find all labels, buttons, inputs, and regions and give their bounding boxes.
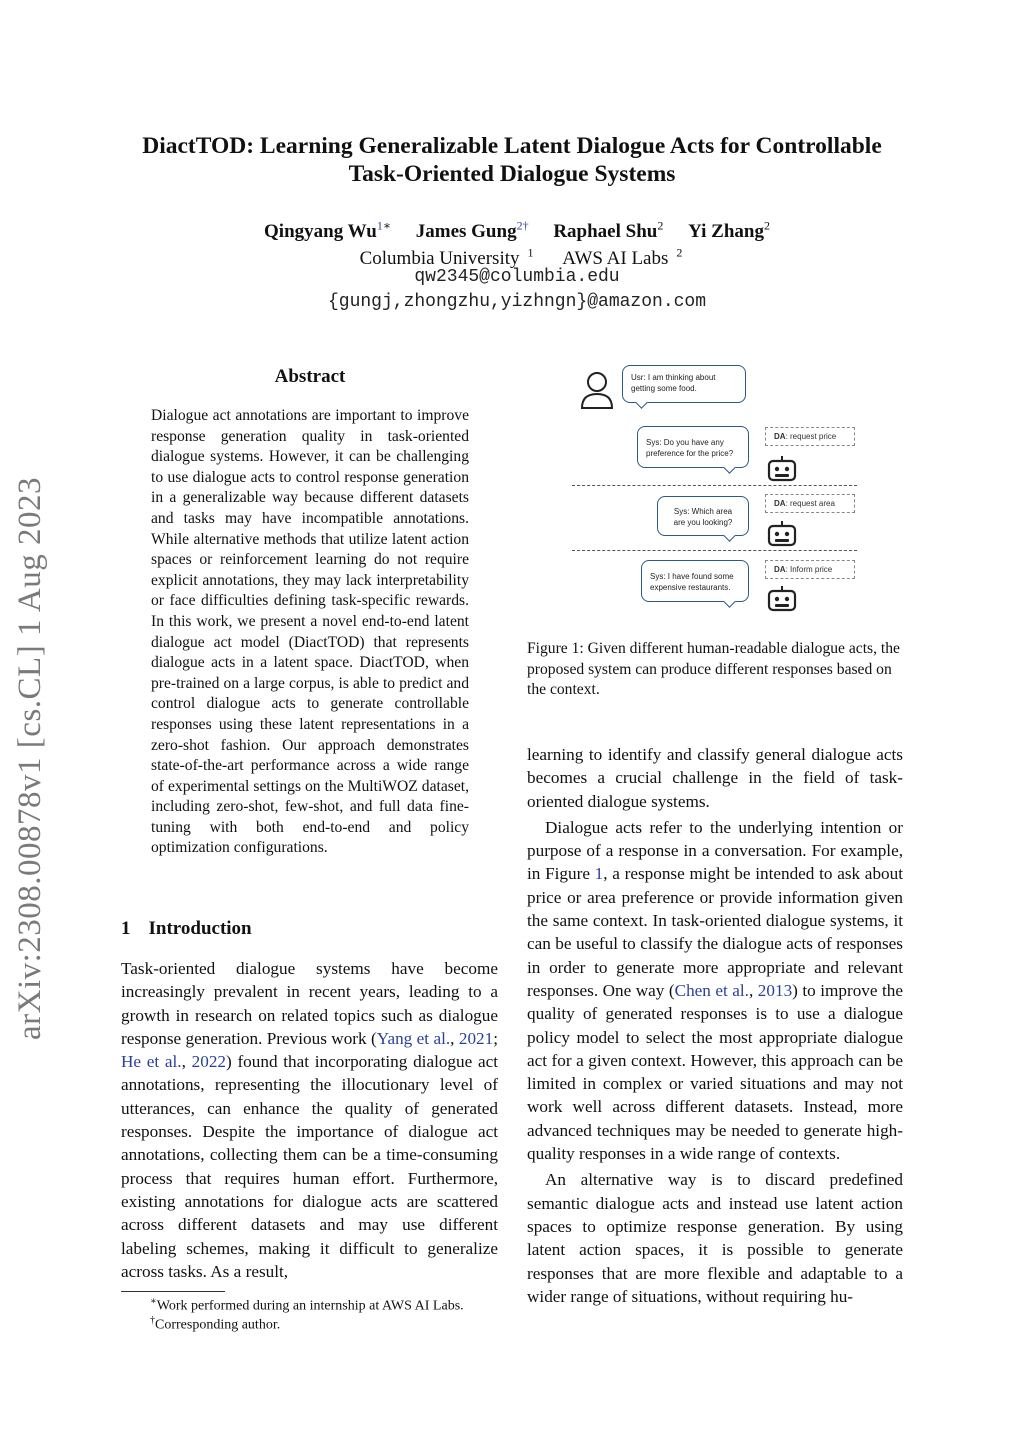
figure-1-dialogue-diagram: [570, 360, 870, 620]
robot-icon: [767, 586, 797, 612]
affiliation: AWS AI Labs $^2$: [562, 246, 683, 270]
citation-link[interactable]: Chen et al.: [674, 980, 749, 1000]
user-icon: [580, 370, 614, 410]
email-columbia: qw2345@columbia.edu: [414, 267, 620, 287]
citation-link[interactable]: 2013: [757, 980, 793, 1000]
dashed-separator: [572, 550, 857, 551]
system-response-bubble: Sys: Do you have any preference for the price?: [637, 426, 749, 468]
robot-icon: [767, 521, 797, 547]
citation-link[interactable]: 2021: [458, 1028, 494, 1048]
dialogue-act-label: DA: request area: [765, 494, 855, 513]
email-amazon: {gungj,zhongzhu,yizhngn}@amazon.com: [327, 292, 707, 312]
author-list: [100, 214, 934, 244]
footnote-1: ∗Work performed during an internship at AWS AI Labs.: [150, 1296, 464, 1314]
author: Raphael Shu$^2$: [553, 219, 664, 243]
section-heading-introduction: 1 Introduction: [121, 918, 252, 939]
title-line-1: DiactTOD: Learning Generalizable Latent Dialogue Acts for Controllable: [142, 133, 882, 159]
author: Yi Zhang$^2$: [688, 219, 770, 243]
citation-link[interactable]: Yang et al.: [376, 1028, 451, 1048]
citation-link[interactable]: 2022: [191, 1052, 226, 1072]
abstract-heading: Abstract: [274, 366, 346, 387]
body-paragraph: Dialogue acts refer to the underlying intention or purpose of a response in a conversation. For example, in Figure 1, a response might be intended to ask about price or area preference or provide information given the same context. In task-oriented dialogue systems, it can be useful to classify the dialogue acts of responses in order to generate more appropriate and relevant responses. One way (Chen et al., 2013) to improve the quality of generated responses is to use a dialogue policy model to select the most appropriate dialogue act for a given context. However, this approach can be limited in complex or varied situations and may not work well across different datasets. Instead, more advanced techniques may be needed to generate high-quality responses in a wide range of contexts.: [527, 817, 904, 1164]
user-utterance-bubble: Usr: I am thinking about getting some food.: [622, 365, 746, 403]
footnote-2: †Corresponding author.: [150, 1315, 281, 1333]
paper-title: [100, 132, 924, 188]
dashed-separator: [572, 485, 857, 486]
author: Qingyang $Wu^{1∗}$: [264, 219, 391, 243]
footnote-rule: [121, 1291, 225, 1292]
citation-link[interactable]: He et al.: [121, 1052, 182, 1072]
dialogue-act-label: DA: Inform price: [765, 560, 855, 579]
system-response-bubble: Sys: Which area are you looking?: [657, 496, 749, 536]
abstract-text: Dialogue act annotations are important to improve response generation quality in task-oriented dialogue systems. However, it can be challenging to use dialogue acts to control response generation in a generalizable way because different datasets and tasks may have incompatible annotations. While alternative methods that utilize latent action spaces or reinforcement learning do not require explicit annotations, they may lack interpretability or face difficulties defining task-specific rewards. In this work, we present a novel end-to-end latent dialogue act model (DiactTOD) that represents dialogue acts in a latent space. DiactTOD, when pre-trained on a large corpus, is able to predict and control dialogue acts to generate controllable responses using these latent representations in a zero-shot fashion. Our approach demonstrates state-of-the-art performance across a wide range of experimental settings on the MultiWOZ dataset, including zero-shot, few-shot, and full data fine-tuning with both end-to-end and policy optimization configurations.: [151, 407, 469, 857]
right-column-body: [527, 743, 903, 1308]
robot-icon: [767, 456, 797, 482]
introduction-paragraph: Task-oriented dialogue systems have become increasingly prevalent in recent years, leading to a growth in research on related topics such as dialogue response generation. Previous work (Yang et al., 2021; He et al., 2022) found that incorporating dialogue act annotations, representing the illocutionary level of utterances, can enhance the quality of generated responses. Despite the importance of dialogue act annotations, collecting them can be a time-consuming process that requires human effort. Furthermore, existing annotations for dialogue acts are scattered across different datasets and may use different labeling schemes, making it difficult to generalize across tasks. As a result,: [121, 959, 499, 1281]
title-line-2: Task-Oriented Dialogue Systems: [348, 161, 676, 187]
dialogue-act-label: DA: request price: [765, 427, 855, 446]
body-paragraph: An alternative way is to discard predefined semantic dialogue acts and instead use latent action spaces to optimize response generation. By using latent action spaces, it is possible to generate responses that are more flexible and adaptable to a wider range of situations, without requiring hu-: [527, 1170, 903, 1306]
arxiv-identifier: arXiv:2308.00878v1 [cs.CL] 1 Aug 2023: [12, 477, 48, 1040]
affiliation: Columbia University $^1$: [359, 246, 534, 270]
system-response-bubble: Sys: I have found some expensive restaurants.: [641, 560, 749, 602]
author: James Gung$^{2\dagger}$: [415, 219, 529, 243]
figure-reference-link[interactable]: 1: [594, 864, 604, 884]
figure-1-caption: Figure 1: Given different human-readable dialogue acts, the proposed system can produce different responses based on the context.: [527, 640, 900, 699]
body-paragraph: learning to identify and classify general dialogue acts becomes a crucial challenge in the field of task-oriented dialogue systems.: [527, 745, 903, 811]
